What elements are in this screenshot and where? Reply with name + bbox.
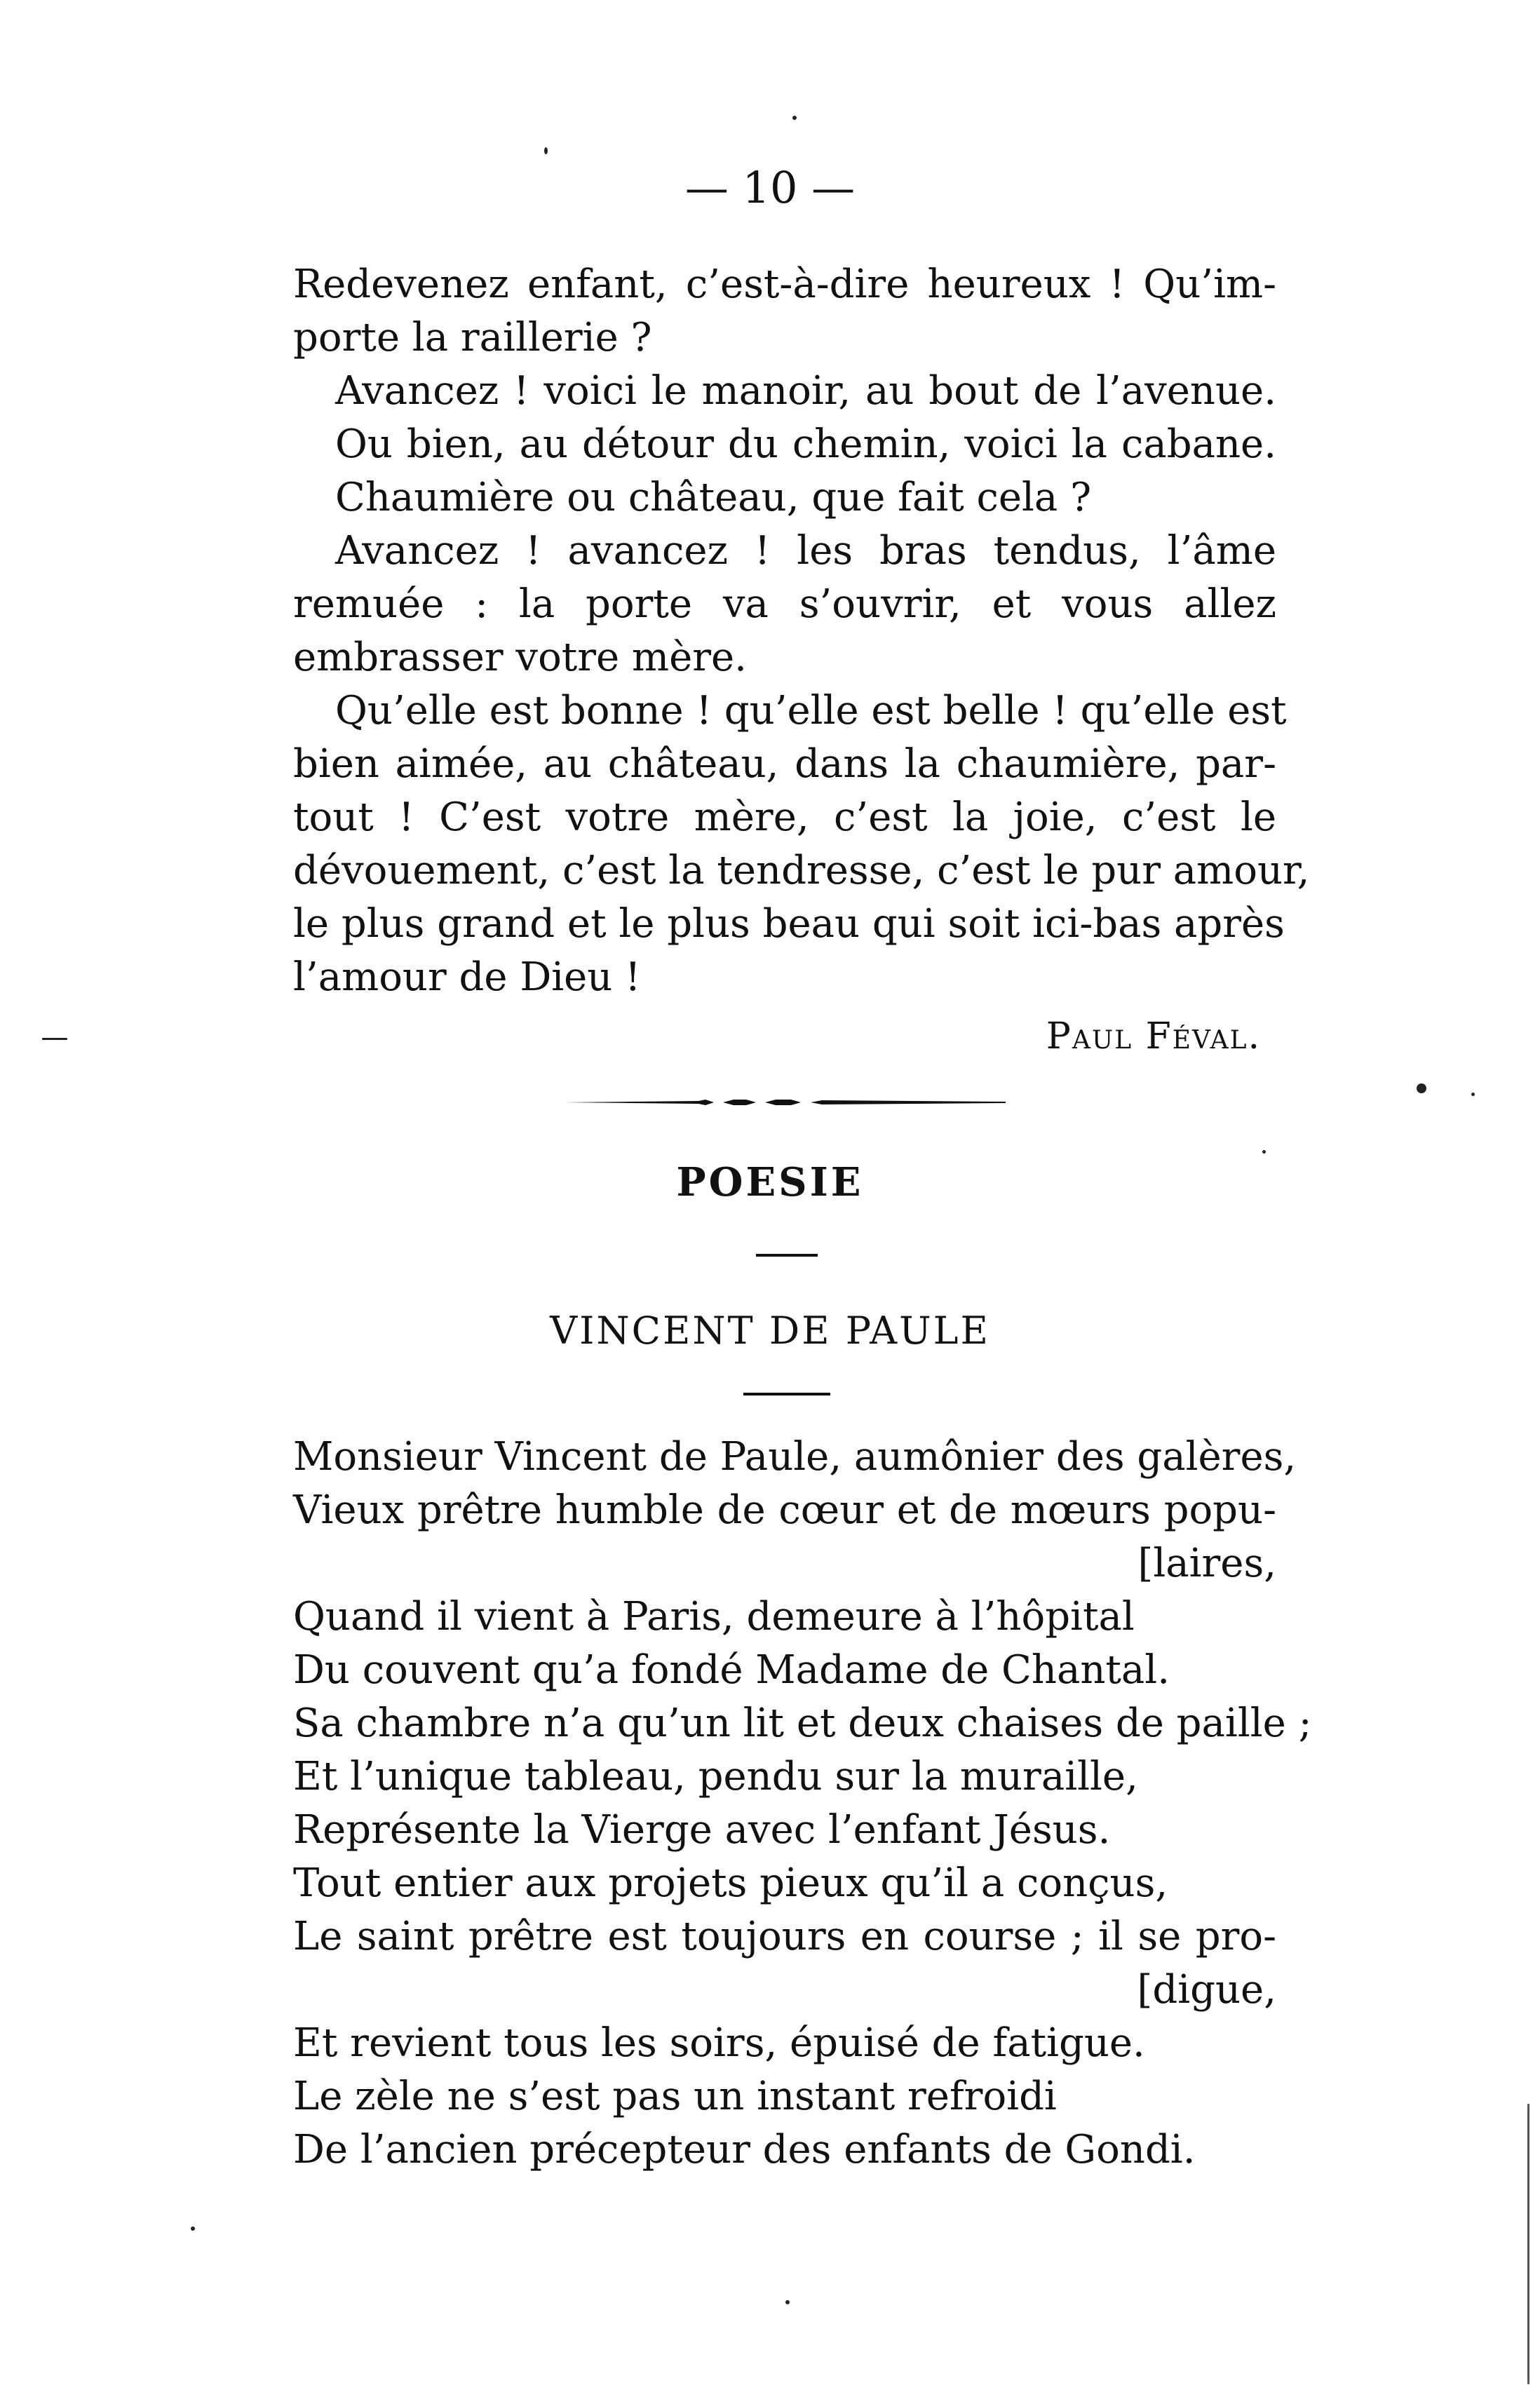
- scan-speck: [1417, 1083, 1426, 1093]
- scan-speck: [191, 2226, 195, 2231]
- prose-text-block: [293, 258, 1310, 1004]
- text-line: [laires,: [1137, 1541, 1276, 1586]
- text-line: bien aimée, au château, dans la chaumière, par-: [293, 741, 1276, 787]
- text-line: [digue,: [1137, 1967, 1276, 2013]
- scan-speck: [42, 1038, 67, 1040]
- text-line: porte la raillerie ?: [293, 315, 652, 360]
- text-line: Avancez ! voici le manoir, au bout de l’avenue.: [335, 368, 1276, 414]
- poem-title: VINCENT DE PAULE: [550, 1309, 990, 1353]
- text-line: Avancez ! avancez ! les bras tendus, l’âme: [335, 528, 1276, 574]
- text-line: tout ! C’est votre mère, c’est la joie, c’est le: [293, 795, 1276, 840]
- scan-speck: [792, 116, 797, 120]
- text-line: Du couvent qu’a fondé Madame de Chantal.: [293, 1647, 1170, 1693]
- text-line: le plus grand et le plus beau qui soit ici-bas après: [293, 901, 1285, 947]
- text-line: Le zèle ne s’est pas un instant refroidi: [293, 2074, 1057, 2119]
- ornamental-divider: [565, 1098, 1006, 1107]
- text-line: l’amour de Dieu !: [293, 954, 641, 1000]
- page-number: — 10 —: [684, 162, 856, 213]
- text-line: Et revient tous les soirs, épuisé de fatigue.: [293, 2020, 1145, 2066]
- text-line: Chaumière ou château, que fait cela ?: [335, 475, 1092, 520]
- text-line: Et l’unique tableau, pendu sur la muraille,: [293, 1754, 1138, 1799]
- text-line: embrasser votre mère.: [293, 635, 747, 680]
- text-line: Vieux prêtre humble de cœur et de mœurs popu-: [293, 1487, 1276, 1533]
- poem-text-block: [293, 1431, 1312, 2177]
- scan-speck: [1471, 1093, 1475, 1096]
- text-line: De l’ancien précepteur des enfants de Gondi.: [293, 2127, 1196, 2172]
- scan-speck: [1262, 1150, 1266, 1154]
- scan-speck: [785, 2300, 790, 2304]
- text-line: Ou bien, au détour du chemin, voici la cabane.: [335, 421, 1276, 467]
- title-rule-upper: [756, 1254, 818, 1257]
- scan-speck: [544, 147, 548, 154]
- author-signature: Paul Féval.: [1046, 1015, 1261, 1057]
- text-line: Qu’elle est bonne ! qu’elle est belle ! qu’elle est: [335, 688, 1287, 734]
- text-line: dévouement, c’est la tendresse, c’est le pur amour,: [293, 848, 1310, 893]
- text-line: Sa chambre n’a qu’un lit et deux chaises de paille ;: [293, 1701, 1312, 1746]
- title-rule-lower: [743, 1393, 830, 1396]
- scan-edge-line: [1527, 2104, 1529, 2384]
- text-line: remuée : la porte va s’ouvrir, et vous allez: [293, 581, 1276, 627]
- text-line: Quand il vient à Paris, demeure à l’hôpital: [293, 1594, 1135, 1640]
- text-line: Tout entier aux projets pieux qu’il a conçus,: [293, 1860, 1168, 1906]
- text-line: Monsieur Vincent de Paule, aumônier des galères,: [293, 1434, 1297, 1480]
- text-line: Représente la Vierge avec l’enfant Jésus.: [293, 1807, 1111, 1853]
- text-line: Le saint prêtre est toujours en course ; il se pro-: [293, 1914, 1276, 1959]
- text-line: Redevenez enfant, c’est-à-dire heureux ! Qu’im-: [293, 262, 1276, 307]
- section-title: POESIE: [676, 1159, 864, 1205]
